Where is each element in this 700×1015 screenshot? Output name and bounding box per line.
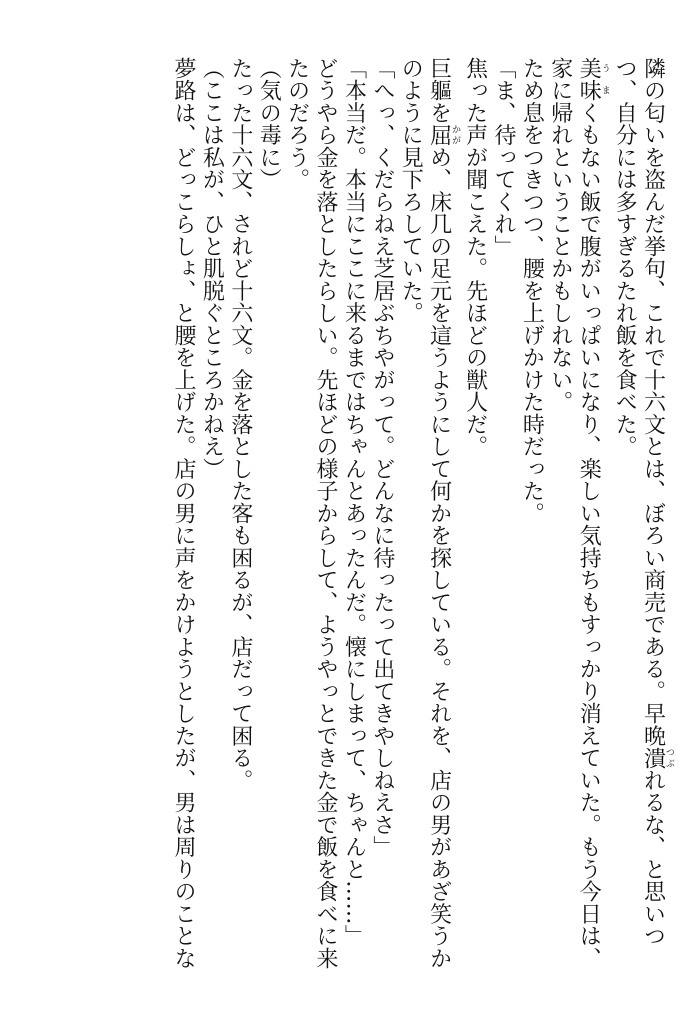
ruby-annotated-word (640, 746, 674, 769)
text-line (396, 57, 424, 957)
text-line (489, 57, 517, 957)
text-line (282, 57, 310, 957)
text-segment: （気の毒に） (256, 57, 282, 191)
text-segment: つ、自分には多すぎるたれ飯を食べた。 (612, 57, 638, 458)
text-segment: ため息をつきつつ、腰を上げかけた時だった。 (519, 57, 545, 525)
text-line (638, 57, 674, 957)
text-line (254, 57, 282, 957)
text-segment: 「本当だ。本当にここに来るまではちゃんとあったんだ。懐にしまって、ちゃんと……」 (341, 57, 367, 947)
ruby-base-text: 屈 (426, 123, 452, 146)
vertical-text-body (169, 57, 674, 970)
text-line (460, 57, 488, 957)
ruby-annotated-word (576, 57, 610, 102)
ruby-annotated-word (426, 123, 461, 146)
text-segment: （ここは私が、ひと肌脱ぐところかねえ） (199, 57, 225, 480)
furigana-reading: うま (599, 57, 610, 102)
text-segment: 焦った声が聞こえた。先ほどの獣人だ。 (462, 57, 488, 458)
text-segment: 夢路は、どっこらしょ、と腰を上げた。店の男に声をかけようとしたが、男は周りのことな (171, 57, 196, 970)
text-line (517, 57, 545, 957)
text-line (311, 57, 339, 970)
text-line (367, 57, 395, 957)
text-line (610, 57, 638, 957)
text-segment: 「へっ、くだらねえ芝居ぶちやがって。どんなに待ったって出てきやしねえさ」 (369, 57, 395, 858)
text-segment: どうやら金を落としたらしい。先ほどの様子からして、ようやっとできた金で飯を食べに来 (313, 57, 339, 970)
text-line (169, 57, 197, 970)
text-line (197, 57, 225, 957)
text-segment: 隣の匂いを盗んだ挙句、これで十六文とは、ぼろい商売である。早晩 (640, 57, 666, 747)
ruby-base-text: 美味 (576, 57, 602, 102)
text-segment: たのだろう。 (284, 57, 310, 191)
text-segment: たった十六文、されど十六文。金を落とした客も困るが、店だって困る。 (227, 57, 253, 792)
furigana-reading: つぶ (664, 746, 674, 769)
text-line (574, 57, 610, 970)
text-line (545, 57, 573, 957)
text-line (339, 57, 367, 957)
ruby-base-text: 潰 (640, 746, 666, 769)
text-segment: のように見下ろしていた。 (398, 57, 424, 324)
text-segment: れるな、と思いつ (640, 769, 666, 947)
text-line (424, 57, 461, 970)
text-line (225, 57, 253, 957)
text-segment: め、床几の足元を這うようにして何かを探している。それを、店の男があざ笑うか (426, 146, 452, 970)
text-segment: 家に帰れということかもしれない。 (547, 57, 573, 413)
text-segment: 巨軀を (426, 57, 452, 124)
text-segment: 「ま、待ってくれ」 (490, 57, 516, 258)
text-segment: くもない飯で腹がいっぱいになり、楽しい気持ちもすっかり消えていた。もう今日は、 (576, 101, 602, 970)
furigana-reading: かが (450, 123, 461, 146)
